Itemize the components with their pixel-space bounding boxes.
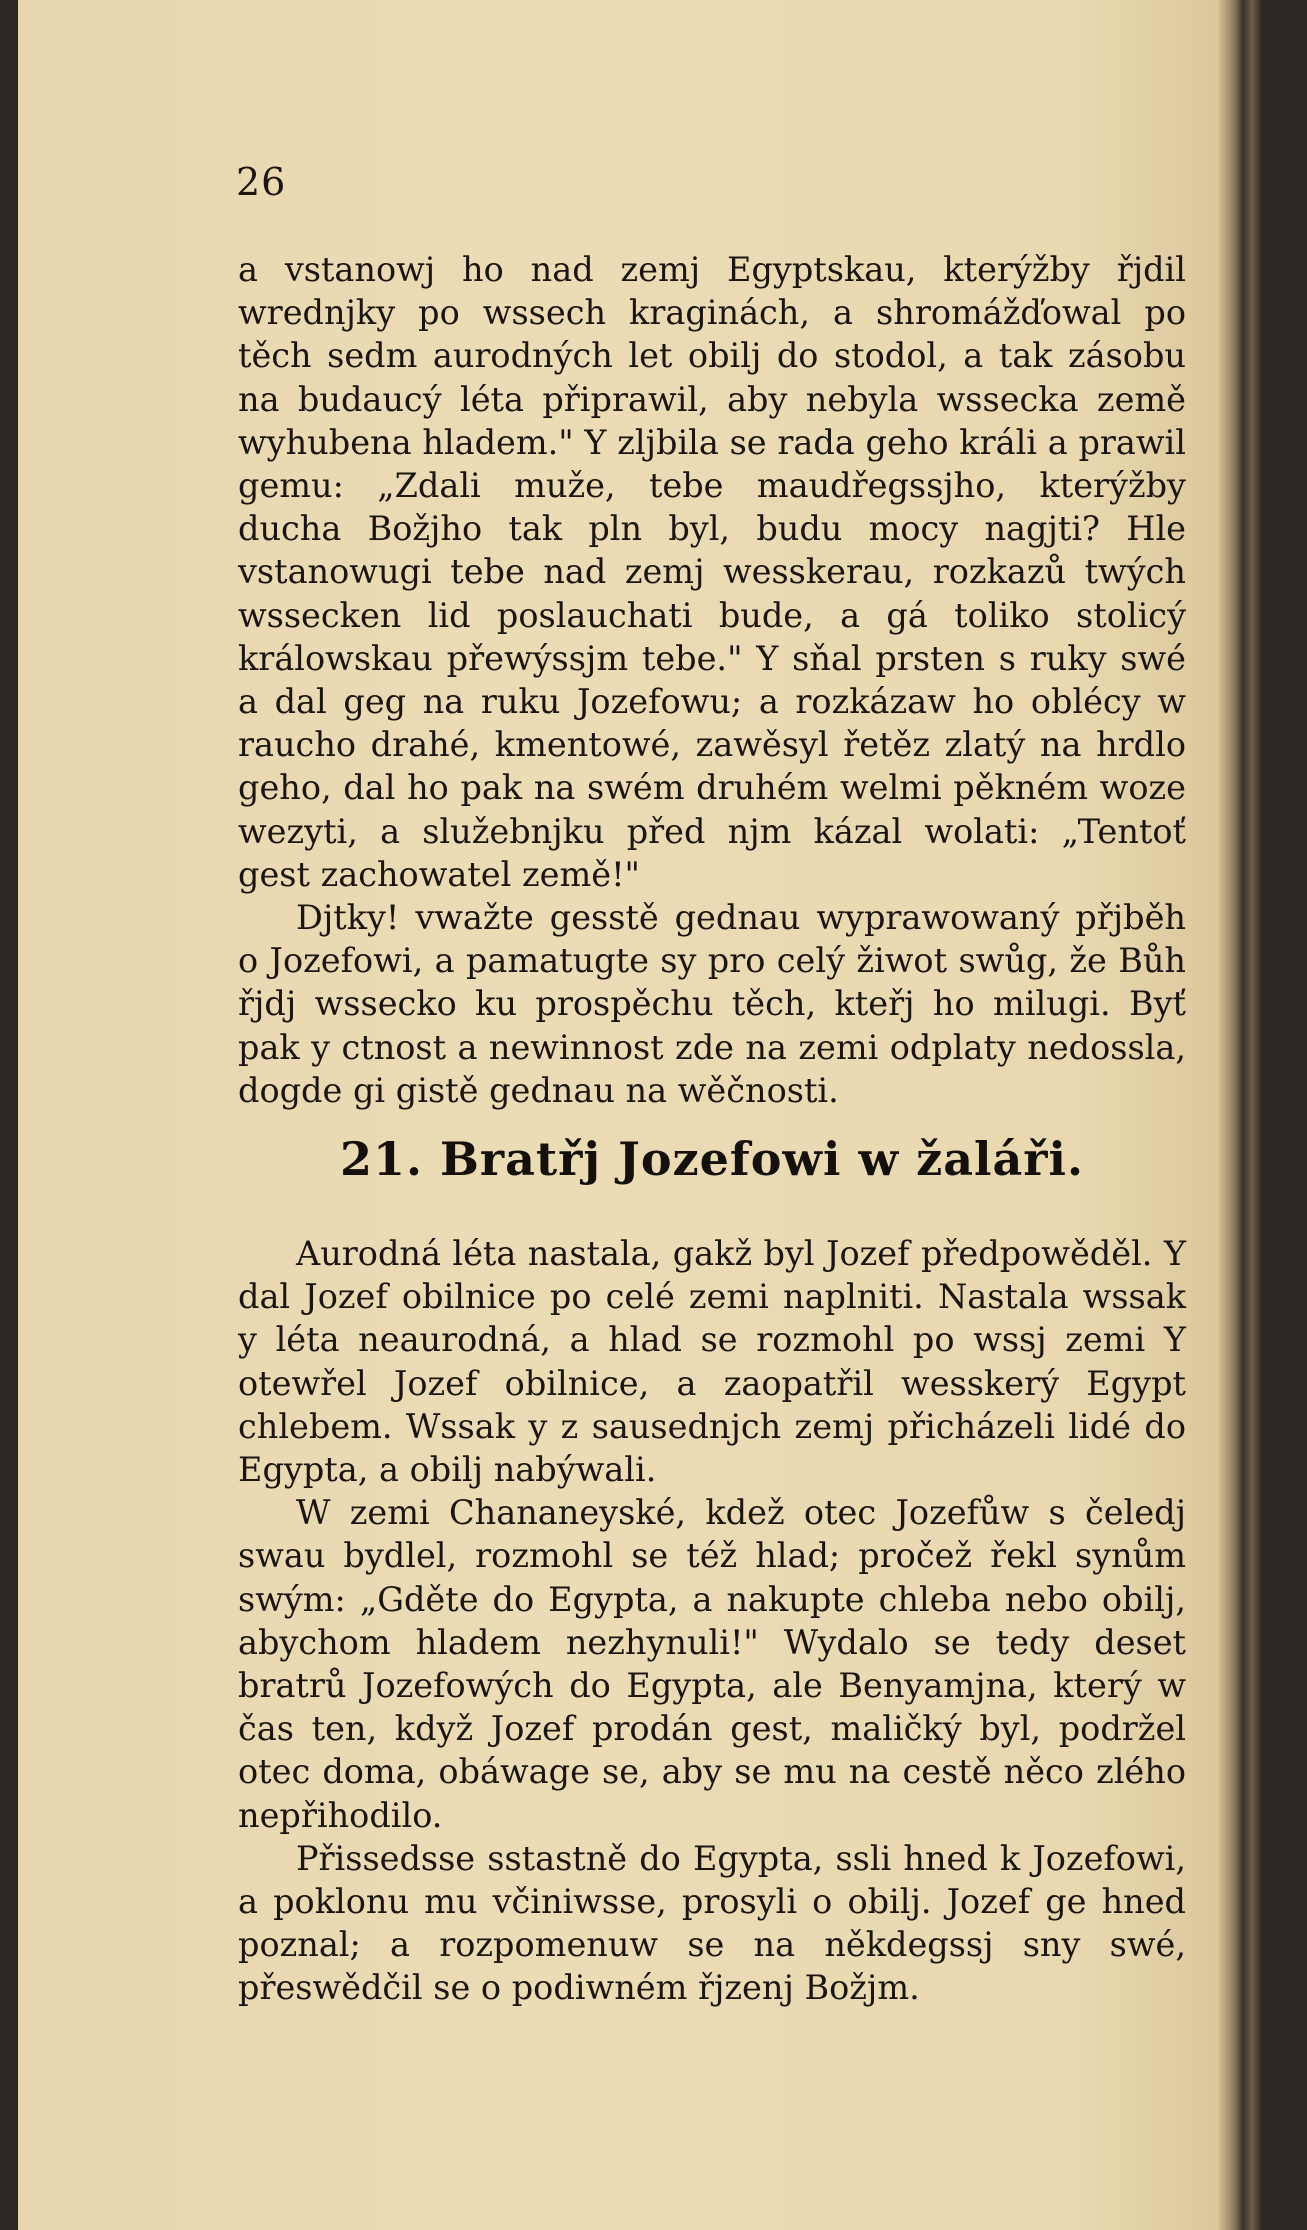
paragraph: Aurodná léta nastala, gakž byl Jozef předpowěděl. Y dal Jozef obilnice po celé zemi naplniti. Nastala wssak y léta neaurodná, a hlad se rozmohl po wssj zemi Y otewřel Jozef obilnice, a zaopatřil wesskerý Egypt chlebem. Wssak y z sausednjch zemj přicházeli lidé do Egypta, a obilj nabýwali. bbox=[238, 1234, 1186, 1490]
paragraph: Přissedsse sstastně do Egypta, ssli hned k Jozefowi, a poklonu mu včiniwsse, prosyli o obilj. Jozef ge hned poznal; a rozpomenuw se na někdegssj sny swé, přeswědčil se o podiwném řjzenj Božjm. bbox=[238, 1838, 1186, 2008]
text-block-bottom bbox=[238, 1232, 1186, 2010]
book-page bbox=[18, 0, 1263, 2230]
book-spine-edge bbox=[1219, 0, 1263, 2230]
paragraph: W zemi Chananeyské, kdež otec Jozefůw s čeledj swau bydlel, rozmohl se též hlad; pročež řekl synům swým: „Gděte do Egypta, a nakupte chleba nebo obilj, abychom hladem nezhynuli!" Wydalo se tedy deset bratrů Jozefowých do Egypta, ale Benyamjna, který w čas ten, když Jozef prodán gest, maličký byl, podržel otec doma, obáwage se, aby se mu na cestě něco zlého nepřihodilo. bbox=[238, 1493, 1186, 1835]
paragraph: a vstanowj ho nad zemj Egyptskau, kterýžby řjdil wrednjky po wssech kraginách, a shromážďowal po těch sedm aurodných let obilj do stodol, a tak zásobu na budaucý léta připrawil, aby nebyla wssecka země wyhubena hladem." Y zljbila se rada geho králi a prawil gemu: „Zdali muže, tebe maudřegssjho, kterýžby ducha Božjho tak pln byl, budu mocy nagjti? Hle vstanowugi tebe nad zemj wesskerau, rozkazů twých wssecken lid poslauchati bude, a gá toliko stolicý králowskau přewýssjm tebe." Y sňal prsten s ruky swé a dal geg na ruku Jozefowu; a rozkázaw ho oblécy w raucho drahé, kmentowé, zawěsyl řetěz zlatý na hrdlo geho, dal ho pak na swém druhém welmi pěkném woze wezyti, a služebnjku před njm kázal wolati: „Tentoť gest zachowatel země!" bbox=[238, 250, 1186, 894]
paragraph: Djtky! vwažte gesstě gednau wyprawowaný přjběh o Jozefowi, a pamatugte sy pro celý žiwot swůg, že Bůh řjdj wssecko ku prospěchu těch, kteřj ho milugi. Byť pak y ctnost a newinnost zde na zemi odplaty nedossla, dogde gi gistě gednau na wěčnosti. bbox=[238, 898, 1186, 1110]
page-number: 26 bbox=[236, 160, 287, 204]
section-heading: 21. Bratřj Jozefowi w žaláři. bbox=[339, 1132, 1085, 1186]
text-block-top bbox=[238, 248, 1186, 1112]
